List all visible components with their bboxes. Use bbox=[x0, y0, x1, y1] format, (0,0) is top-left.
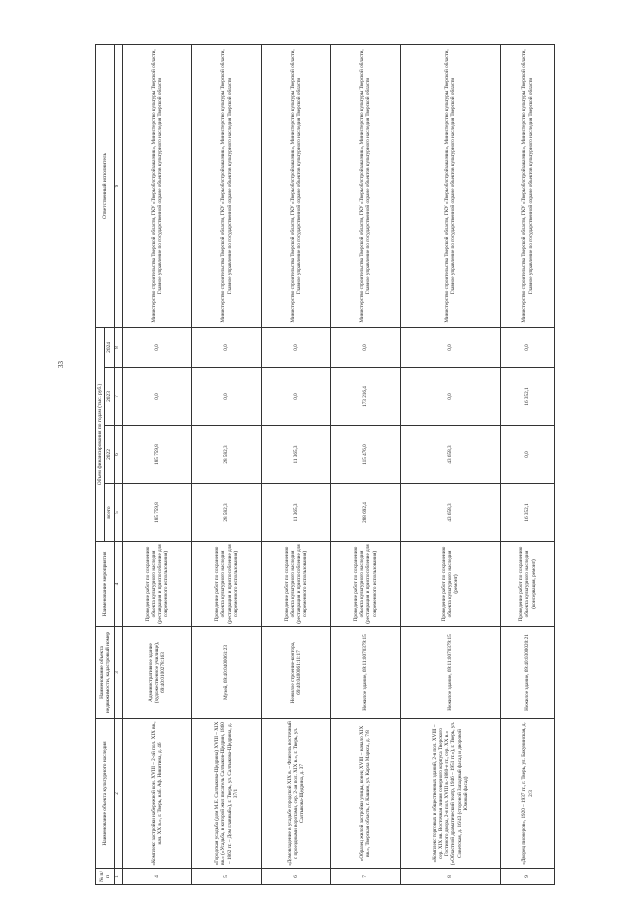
table-row bbox=[261, 44, 330, 884]
column-number: 4 bbox=[114, 542, 122, 627]
row-2023: 0,0 bbox=[400, 368, 500, 426]
row-2023: 0,0 bbox=[122, 368, 191, 426]
header-finance: Объем финансирования по годам (тыс. руб.) bbox=[96, 327, 105, 541]
header-event: Наименование мероприятия bbox=[96, 542, 115, 627]
row-total: 16 352,1 bbox=[501, 484, 555, 542]
row-2024: 0,0 bbox=[331, 327, 400, 367]
column-number: 1 bbox=[114, 869, 122, 885]
header-2024: 2024 bbox=[105, 327, 114, 367]
row-total: 11 365,3 bbox=[261, 484, 330, 542]
row-heritage-name: «Комплекс торговых и общественных зданий, 2-я пол. XVIII – сер. XIX вв. Восточная линия северного корпуса Тверского Гостиного двора, 2-я пол. XVIII в.-1880-е гг., сер. XX в.» («Областной драматический театр, 1946 – 1951 гг.»), г. Тверь, ул. Советская, д. 16/43 (стороной Западный фасад и дворовой Южный фасад) bbox=[400, 719, 500, 869]
row-heritage-name: «Образец жилой застройки улицы, конец XVIII – начало XIX вв.», Тверская область, г. Кашин, ул. Карла Маркса, д. 7/8 bbox=[331, 719, 400, 869]
row-2023: 0,0 bbox=[261, 368, 330, 426]
row-executor: Министерство строительства Тверской области, ГКУ «Тверьоблстройзаказчик», Министерство культуры Тверской области, Главное управление по государственной охране объектов культурного наследия Тверской области bbox=[122, 44, 191, 327]
header-row-1 bbox=[96, 44, 105, 884]
header-realty: Наименование объекта недвижимости, кадастровый номер bbox=[96, 627, 115, 719]
row-total: 28 582,3 bbox=[192, 484, 261, 542]
column-number: 8 bbox=[114, 327, 122, 367]
row-total: 43 658,3 bbox=[400, 484, 500, 542]
row-realty: Нежилое здание, 69:11:0070379:15 bbox=[400, 627, 500, 719]
row-event: Проведение работ по сохранению объекта культурного наследия (консервация, ремонт) bbox=[501, 542, 555, 627]
table-row bbox=[192, 44, 261, 884]
row-2022: 43 658,3 bbox=[400, 426, 500, 484]
row-event: Проведение работ по сохранению объекта культурного наследия (реставрация и приспособление для современного использования) bbox=[261, 542, 330, 627]
row-executor: Министерство строительства Тверской области, ГКУ «Тверьоблстройзаказчик», Министерство культуры Тверской области, Главное управление по государственной охране объектов культурного наследия Тверской области bbox=[501, 44, 555, 327]
row-2024: 0,0 bbox=[122, 327, 191, 367]
row-heritage-name: «Комплекс застройки набережной кон. XVIII – 2-ой пол. XIX вв., нач. XX в.», г. Тверь, наб. Аф. Никитина, д. 46 bbox=[122, 719, 191, 869]
page-number: 33 bbox=[57, 361, 65, 368]
row-2023: 16 352,1 bbox=[501, 368, 555, 426]
column-number: 7 bbox=[114, 368, 122, 426]
row-no: 6 bbox=[261, 869, 330, 885]
header-executor: Ответственный исполнитель bbox=[96, 44, 115, 327]
row-event: Проведение работ по сохранению объекта культурного наследия (реставрация и приспособление для современного использования) bbox=[192, 542, 261, 627]
column-number: 9 bbox=[114, 44, 122, 327]
row-2022: 28 582,3 bbox=[192, 426, 261, 484]
row-heritage-name: «Домовладение в усадьбе городской XIX в. – Флигель восточный с проездными воротами, сер. 2-ая пол. XIX в.», г. Тверь, ул. Салтыкова-Щедрина, д. 37 bbox=[261, 719, 330, 869]
row-realty: Нежилое здание, 69:40:0300020:21 bbox=[501, 627, 555, 719]
header-2022: 2022 bbox=[105, 426, 114, 484]
row-no: 9 bbox=[501, 869, 555, 885]
document-table-rotated bbox=[95, 45, 555, 885]
row-2024: 0,0 bbox=[400, 327, 500, 367]
row-executor: Министерство строительства Тверской области, ГКУ «Тверьоблстройзаказчик», Министерство культуры Тверской области, Главное управление по государственной охране объектов культурного наследия Тверской области bbox=[192, 44, 261, 327]
header-total: всего bbox=[105, 484, 114, 542]
row-no: 5 bbox=[192, 869, 261, 885]
header-no: № п/п bbox=[96, 869, 115, 885]
row-total: 288 692,4 bbox=[331, 484, 400, 542]
row-realty: Административное здание (художественное училище), 69:40:0100278:163 bbox=[122, 627, 191, 719]
row-2023: 0,0 bbox=[192, 368, 261, 426]
row-realty: Нежилое здание, 69:11:0070379:15 bbox=[331, 627, 400, 719]
row-executor: Министерство строительства Тверской области, ГКУ «Тверьоблстройзаказчик», Министерство культуры Тверской области, Главное управление по государственной охране объектов культурного наследия Тверской области bbox=[331, 44, 400, 327]
column-number: 3 bbox=[114, 627, 122, 719]
row-2022: 185 759,8 bbox=[122, 426, 191, 484]
column-number: 2 bbox=[114, 719, 122, 869]
row-event: Проведение работ по сохранению объекта культурного наследия (реставрация и приспособление для современного использования) bbox=[122, 542, 191, 627]
table-row bbox=[331, 44, 400, 884]
table-row bbox=[122, 44, 191, 884]
row-heritage-name: «Городская усадьба (дом М.Е. Салтыкова-Щедрина) XVIII – XIX вв.» («Усадьба, в которой жил писатель Салтыков-Щедрин, 1860 – 1862 гг. – Дом главный»), г. Тверь, ул. Салтыкова-Щедрина, д. 37/1 bbox=[192, 719, 261, 869]
row-realty: Музей, 69:40:0400061:23 bbox=[192, 627, 261, 719]
row-executor: Министерство строительства Тверской области, ГКУ «Тверьоблстройзаказчик», Министерство культуры Тверской области, Главное управление по государственной охране объектов культурного наследия Тверской области bbox=[261, 44, 330, 327]
row-2022: 11 365,3 bbox=[261, 426, 330, 484]
row-2024: 0,0 bbox=[501, 327, 555, 367]
row-executor: Министерство строительства Тверской области, ГКУ «Тверьоблстройзаказчик», Министерство культуры Тверской области, Главное управление по государственной охране объектов культурного наследия Тверской области bbox=[400, 44, 500, 327]
row-2023: 173 216,4 bbox=[331, 368, 400, 426]
header-heritage-name: Наименование объекта культурного наследия bbox=[96, 719, 115, 869]
row-event: Проведение работ по сохранению объекта культурного наследия (ремонт) bbox=[400, 542, 500, 627]
column-number: 6 bbox=[114, 426, 122, 484]
table-row bbox=[501, 44, 555, 884]
row-realty: Нежилое строение-контора, 69:40:0400061:11:17 bbox=[261, 627, 330, 719]
column-number: 5 bbox=[114, 484, 122, 542]
row-no: 8 bbox=[400, 869, 500, 885]
cultural-heritage-table bbox=[95, 44, 555, 885]
row-2024: 0,0 bbox=[261, 327, 330, 367]
row-no: 4 bbox=[122, 869, 191, 885]
row-2024: 0,0 bbox=[192, 327, 261, 367]
table-row bbox=[400, 44, 500, 884]
row-heritage-name: «Дворец пионеров», 1920 – 1937 гг., г. Тверь, ул. Бакунинская, д. 2/3 bbox=[501, 719, 555, 869]
row-2022: 115 476,0 bbox=[331, 426, 400, 484]
column-number-row bbox=[114, 44, 122, 884]
header-2023: 2023 bbox=[105, 368, 114, 426]
row-2022: 0,0 bbox=[501, 426, 555, 484]
row-total: 185 759,8 bbox=[122, 484, 191, 542]
row-event: Проведение работ по сохранению объекта культурного наследия (реставрация и приспособление для современного использования) bbox=[331, 542, 400, 627]
row-no: 7 bbox=[331, 869, 400, 885]
